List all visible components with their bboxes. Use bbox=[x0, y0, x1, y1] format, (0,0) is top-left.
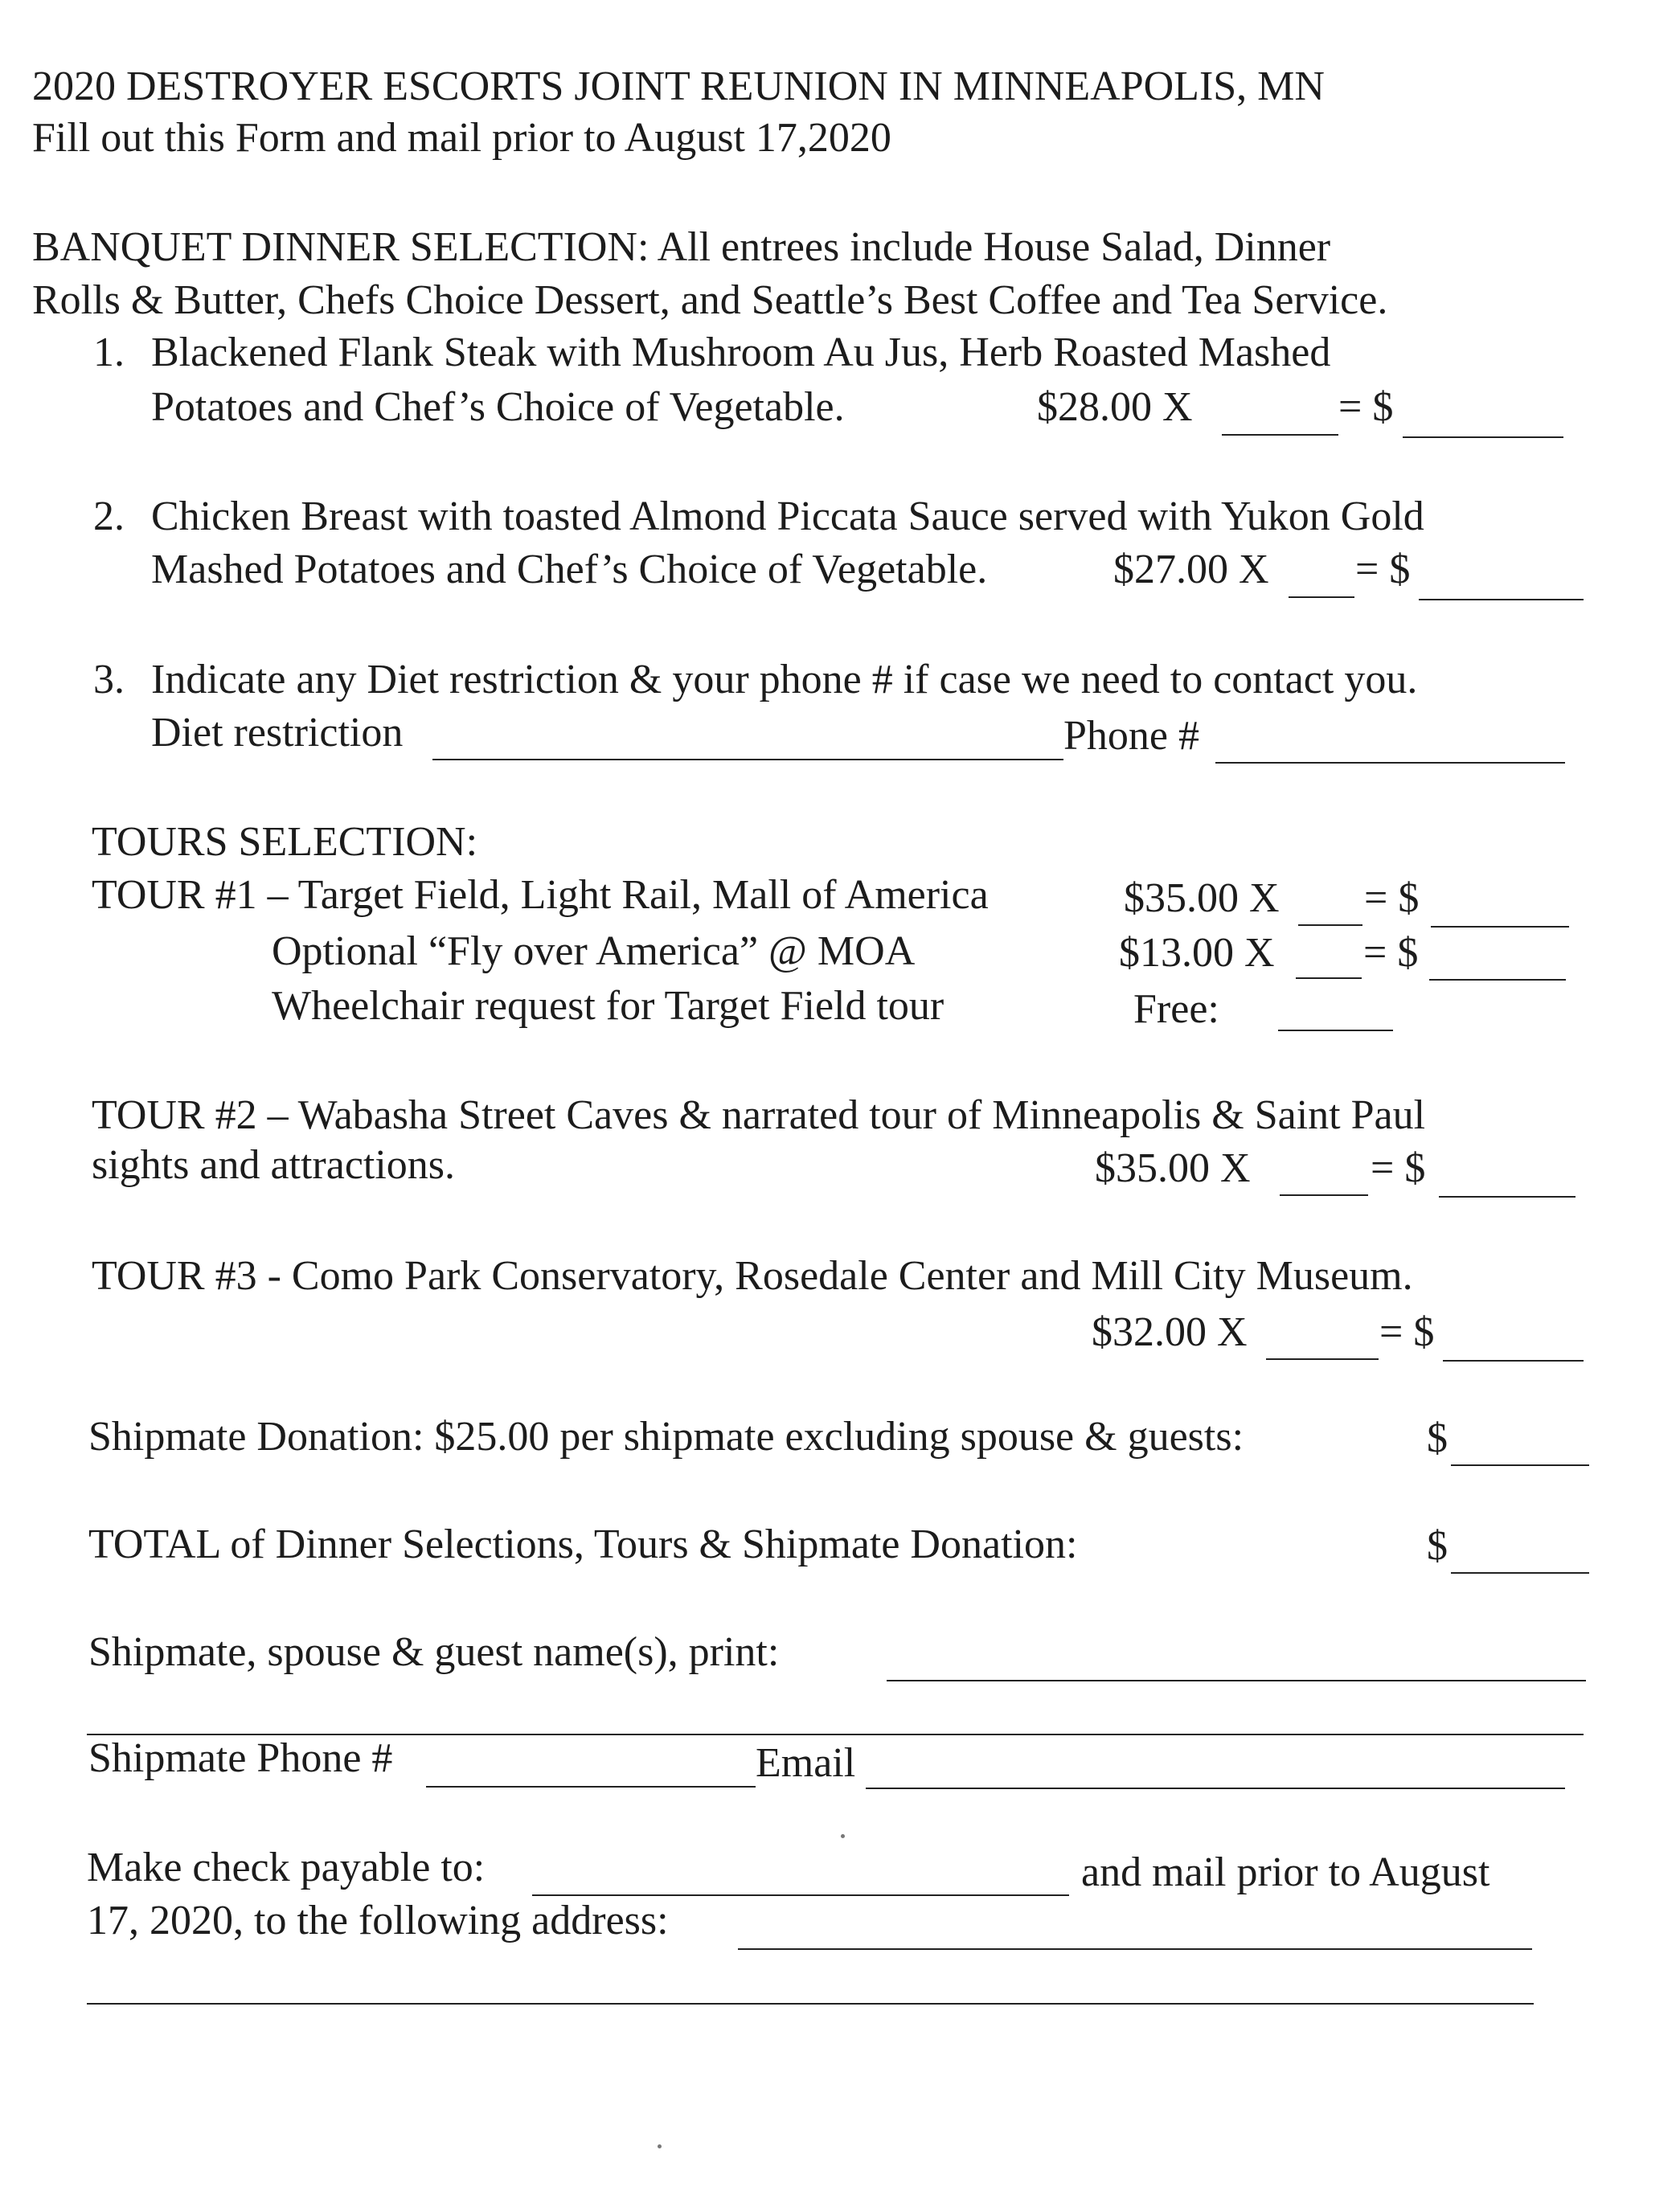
total-amount-field[interactable] bbox=[1451, 1572, 1589, 1574]
tour-3-amount-field[interactable] bbox=[1443, 1360, 1584, 1362]
entree-1-amount-field[interactable] bbox=[1403, 436, 1563, 438]
diet-phone-label: Phone # bbox=[1063, 713, 1199, 759]
entree-1-equals: = $ bbox=[1338, 384, 1394, 430]
entree-2-line-1: Chicken Breast with toasted Almond Piccata Sauce served with Yukon Gold bbox=[151, 494, 1424, 539]
form-instruction: Fill out this Form and mail prior to August 17,2020 bbox=[32, 115, 891, 161]
shipmate-donation-amount-field[interactable] bbox=[1451, 1464, 1589, 1466]
total-label: TOTAL of Dinner Selections, Tours & Shipmate Donation: bbox=[88, 1521, 1078, 1567]
tour-3-quantity-field[interactable] bbox=[1266, 1358, 1379, 1360]
tours-heading: TOURS SELECTION: bbox=[92, 819, 478, 865]
fly-over-america-quantity-field[interactable] bbox=[1296, 977, 1362, 979]
banquet-intro-line-2: Rolls & Butter, Chefs Choice Dessert, and Seattle’s Best Coffee and Tea Service. bbox=[32, 277, 1388, 323]
wheelchair-request-price: Free: bbox=[1133, 986, 1219, 1032]
entree-2-number: 2. bbox=[93, 494, 125, 539]
wheelchair-request-field[interactable] bbox=[1278, 1030, 1393, 1031]
tour-1-amount-field[interactable] bbox=[1431, 926, 1569, 928]
names-label: Shipmate, spouse & guest name(s), print: bbox=[88, 1629, 780, 1675]
entree-1-line-1: Blackened Flank Steak with Mushroom Au Jus, Herb Roasted Mashed bbox=[151, 330, 1331, 375]
diet-restriction-label: Diet restriction bbox=[151, 710, 404, 756]
entree-2-price: $27.00 X bbox=[1113, 547, 1269, 592]
fly-over-america-price: $13.00 X bbox=[1119, 930, 1275, 976]
banquet-intro-line-1: BANQUET DINNER SELECTION: All entrees include House Salad, Dinner bbox=[32, 224, 1331, 270]
diet-instruction: Indicate any Diet restriction & your phone # if case we need to contact you. bbox=[151, 657, 1418, 702]
total-dollar: $ bbox=[1427, 1523, 1448, 1569]
tour-3-price: $32.00 X bbox=[1092, 1309, 1248, 1355]
email-field[interactable] bbox=[866, 1788, 1565, 1789]
entree-1-line-2: Potatoes and Chef’s Choice of Vegetable. bbox=[151, 384, 845, 430]
tour-2-amount-field[interactable] bbox=[1439, 1196, 1576, 1198]
tour-2-price: $35.00 X bbox=[1095, 1145, 1251, 1191]
tour-2-line-1: TOUR #2 – Wabasha Street Caves & narrated tour of Minneapolis & Saint Paul bbox=[92, 1092, 1426, 1138]
mailing-address-label: 17, 2020, to the following address: bbox=[87, 1898, 669, 1943]
tour-3-line-1: TOUR #3 - Como Park Conservatory, Rosedale Center and Mill City Museum. bbox=[92, 1253, 1413, 1299]
check-payable-label: Make check payable to: bbox=[87, 1845, 486, 1890]
entree-2-amount-field[interactable] bbox=[1419, 599, 1584, 600]
tour-1-description: TOUR #1 – Target Field, Light Rail, Mall of America bbox=[92, 872, 989, 918]
check-payable-field[interactable] bbox=[532, 1894, 1069, 1896]
tour-2-quantity-field[interactable] bbox=[1280, 1194, 1368, 1196]
tour-1-quantity-field[interactable] bbox=[1298, 924, 1362, 926]
shipmate-donation-label: Shipmate Donation: $25.00 per shipmate excluding spouse & guests: bbox=[88, 1414, 1244, 1460]
shipmate-phone-label: Shipmate Phone # bbox=[88, 1735, 393, 1781]
shipmate-donation-dollar: $ bbox=[1427, 1415, 1448, 1461]
entree-1-price: $28.00 X bbox=[1037, 384, 1193, 430]
entree-2-quantity-field[interactable] bbox=[1289, 596, 1354, 598]
mailing-address-field-line-2[interactable] bbox=[87, 2003, 1534, 2005]
tour-2-line-2: sights and attractions. bbox=[92, 1142, 456, 1188]
mail-prior-text: and mail prior to August bbox=[1081, 1849, 1490, 1895]
tour-1-equals: = $ bbox=[1364, 875, 1420, 921]
fly-over-america-amount-field[interactable] bbox=[1429, 979, 1566, 981]
names-field[interactable] bbox=[887, 1680, 1586, 1681]
shipmate-phone-field[interactable] bbox=[426, 1786, 756, 1788]
mailing-address-field[interactable] bbox=[738, 1948, 1532, 1950]
tour-1-price: $35.00 X bbox=[1124, 875, 1280, 921]
email-label: Email bbox=[756, 1740, 856, 1786]
entree-1-quantity-field[interactable] bbox=[1222, 434, 1338, 436]
form-title: 2020 DESTROYER ESCORTS JOINT REUNION IN MINNEAPOLIS, MN bbox=[32, 63, 1325, 109]
fly-over-america-equals: = $ bbox=[1363, 930, 1419, 976]
diet-restriction-field[interactable] bbox=[432, 759, 1063, 760]
entree-2-line-2: Mashed Potatoes and Chef’s Choice of Vegetable. bbox=[151, 547, 988, 592]
diet-phone-field[interactable] bbox=[1215, 762, 1565, 764]
entree-2-equals: = $ bbox=[1355, 547, 1411, 592]
tour-2-equals: = $ bbox=[1371, 1145, 1426, 1191]
wheelchair-request-label: Wheelchair request for Target Field tour bbox=[272, 983, 944, 1029]
entree-3-number: 3. bbox=[93, 657, 125, 702]
tour-3-equals: = $ bbox=[1379, 1309, 1435, 1355]
fly-over-america-label: Optional “Fly over America” @ MOA bbox=[272, 928, 916, 974]
entree-1-number: 1. bbox=[93, 330, 125, 375]
